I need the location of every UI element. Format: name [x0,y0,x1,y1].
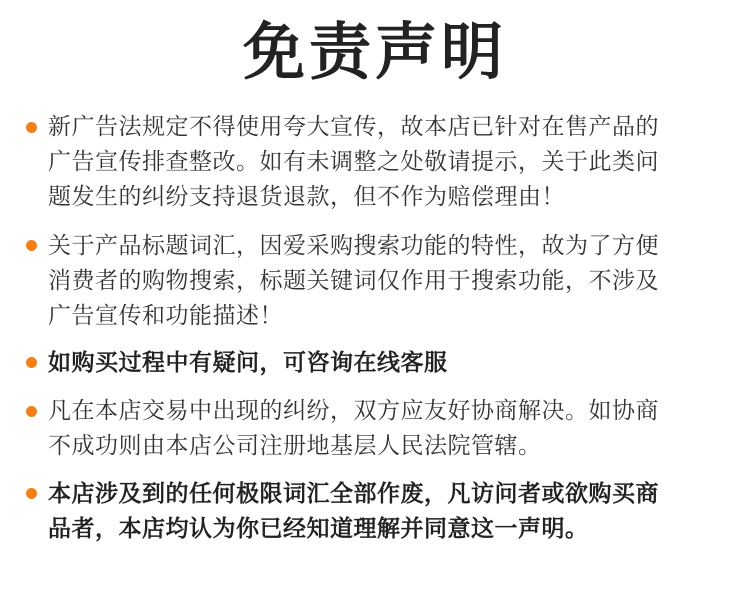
item-line: 关于产品标题词汇，因爱采购搜索功能的特性，故为了方便 [48,233,659,259]
item-line: 消费者的购物搜索，标题关键词仅作用于搜索功能，不涉及 [48,268,659,294]
item-line: 广告宣传和功能描述！ [48,303,283,329]
item-line: 如购买过程中有疑问，可咨询在线客服 [48,350,448,376]
item-line: 不成功则由本店公司注册地基层人民法院管辖。 [48,433,542,459]
bullet-dot-icon [26,122,37,133]
disclaimer-item-disputes [48,394,728,464]
item-line: 品者，本店均认为你已经知道理解并同意这一声明。 [48,516,589,542]
item-line: 广告宣传排查整改。如有未调整之处敬请提示，关于此类问 [48,149,659,175]
item-line: 本店涉及到的任何极限词汇全部作废，凡访问者或欲购买商 [48,481,659,507]
item-line: 新广告法规定不得使用夸大宣传，故本店已针对在售产品的 [48,114,659,140]
bullet-dot-icon [26,488,37,499]
disclaimer-item-ad-law [48,110,728,215]
disclaimer-item-extreme-words [48,477,728,547]
item-line: 凡在本店交易中出现的纠纷，双方应友好协商解决。如协商 [48,398,659,424]
disclaimer-item-title-keywords [48,229,728,334]
bullet-dot-icon [26,357,37,368]
disclaimer-item-customer-service [48,346,728,381]
item-line: 题发生的纠纷支持退货退款，但不作为赔偿理由！ [48,184,565,210]
bullet-dot-icon [26,240,37,251]
bullet-dot-icon [26,406,37,417]
page-title: 免责声明 [242,15,507,88]
